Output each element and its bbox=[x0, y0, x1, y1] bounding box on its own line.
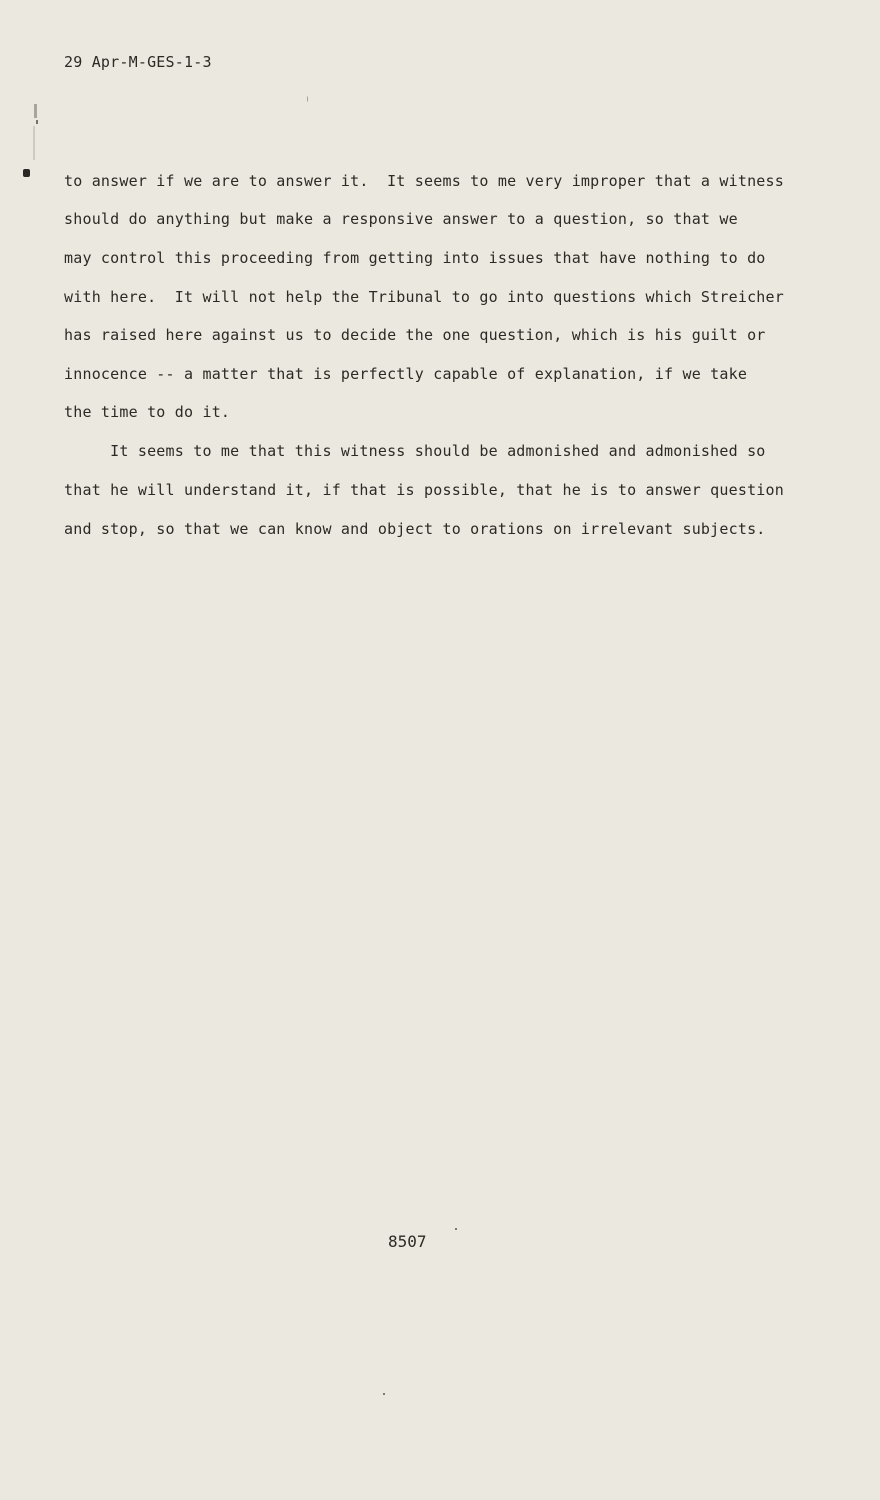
body-line: has raised here against us to decide the one question, which is his guilt or bbox=[64, 326, 766, 344]
body-line: the time to do it. bbox=[64, 403, 231, 421]
document-reference-header: 29 Apr-M-GES-1-3 bbox=[64, 53, 212, 71]
margin-mark bbox=[33, 126, 35, 160]
page-number: 8507 bbox=[388, 1232, 427, 1251]
paper-speck bbox=[455, 1228, 457, 1230]
body-line: that he will understand it, if that is possible, that he is to answer question bbox=[64, 481, 784, 499]
body-line: with here. It will not help the Tribunal to go into questions which Streicher bbox=[64, 288, 784, 306]
body-line: to answer if we are to answer it. It seems to me very improper that a witness bbox=[64, 172, 784, 190]
body-line: may control this proceeding from getting into issues that have nothing to do bbox=[64, 249, 766, 267]
body-line: and stop, so that we can know and object to orations on irrelevant subjects. bbox=[64, 520, 766, 538]
margin-mark bbox=[36, 120, 38, 124]
margin-mark bbox=[23, 169, 30, 177]
body-line: innocence -- a matter that is perfectly capable of explanation, if we take bbox=[64, 365, 748, 383]
body-line: should do anything but make a responsive answer to a question, so that we bbox=[64, 210, 738, 228]
margin-mark bbox=[34, 104, 37, 118]
paper-speck bbox=[307, 96, 308, 102]
paper-speck bbox=[383, 1393, 385, 1395]
body-line: It seems to me that this witness should be admonished and admonished so bbox=[64, 442, 766, 460]
